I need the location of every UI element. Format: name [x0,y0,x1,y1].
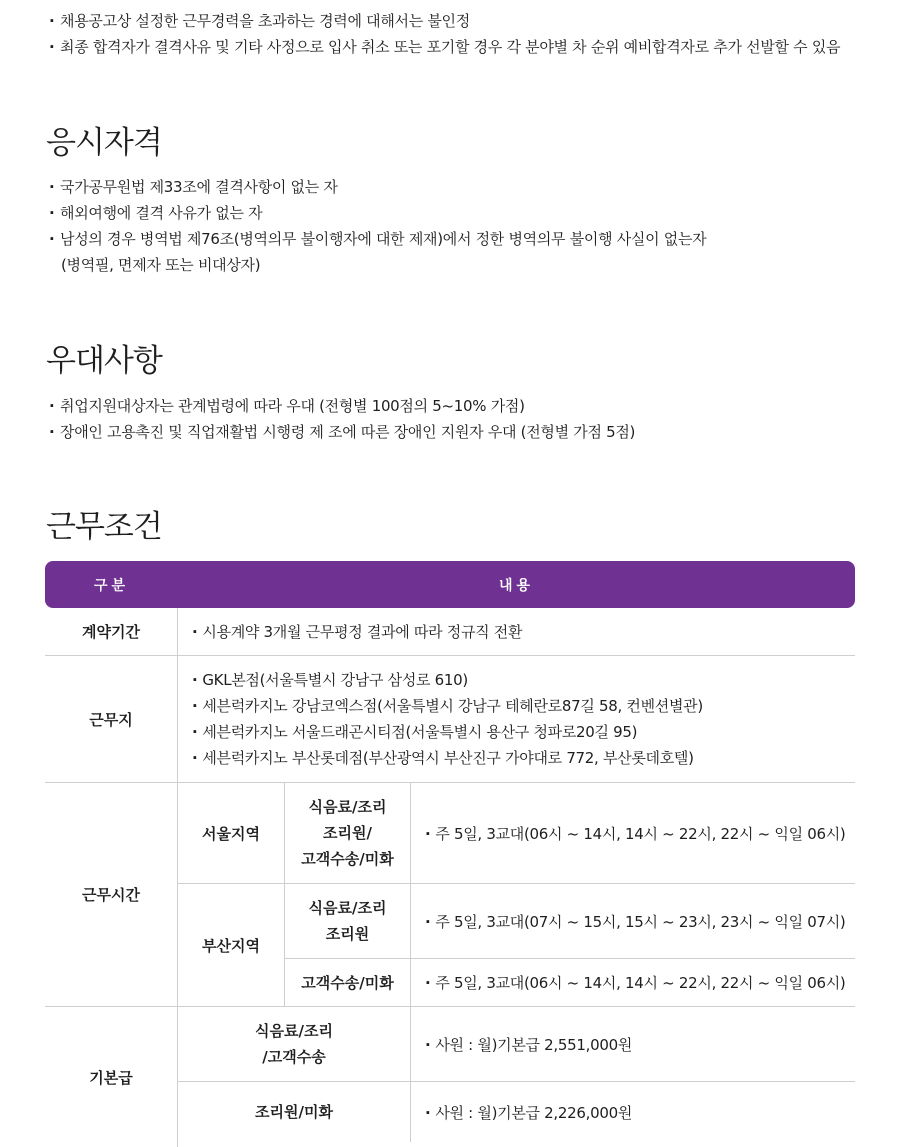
salary-subtable [178,1007,855,1147]
section-title-conditions: 근무조건 [46,509,162,545]
table-row [45,1007,855,1147]
region-busan: 부산지역 [178,884,285,1006]
conditions-table [45,561,855,1147]
salary-desc-1 [411,1007,855,1081]
salary-desc-2 [411,1082,855,1142]
workplace-item: · GKL본점(서울특별시 강남구 삼성로 610) [192,667,855,693]
desc-busan-1 [411,884,855,958]
row-label-salary: 기본급 [45,1007,178,1147]
list-item: · 채용공고상 설정한 근무경력을 초과하는 경력에 대해서는 불인정 [46,8,856,34]
list-item: · 취업지원대상자는 관계법령에 따라 우대 (전형별 100점의 5~10% 가점) [46,393,856,419]
eligibility-list [46,174,856,252]
table-row [45,656,855,783]
salary-text: · 사원 : 월)기본급 2,551,000원 [425,1034,632,1055]
row-label-workplace: 근무지 [45,656,178,782]
job-busan-2 [285,959,411,1006]
job-line: 고객수송/미화 [301,973,394,992]
top-notes-list [46,8,856,60]
job-line: 식음료/조리 [308,899,387,917]
salary-row-2 [178,1082,855,1142]
job-line: 조리원/ [323,824,372,842]
job-line: 식음료/조리 [308,798,387,816]
workplace-item: · 세븐럭카지노 강남코엑스점(서울특별시 강남구 테헤란로87길 58, 컨벤션별관) [192,693,855,719]
table-header [45,561,855,608]
list-item: · 장애인 고용촉진 및 직업재활법 시행령 제 조에 따른 장애인 지원자 우대 (전형별 가점 5점) [46,419,856,445]
salary-job-1 [178,1007,411,1081]
table-row [45,608,855,656]
hours-subtable [178,783,855,1006]
job-seoul [285,783,411,883]
header-content: 내용 [498,577,535,594]
region-seoul: 서울지역 [178,783,285,883]
hours-text: · 주 5일, 3교대(06시 ~ 14시, 14시 ~ 22시, 22시 ~ 익일 06시) [425,823,845,844]
list-item: · 해외여행에 결격 사유가 없는 자 [46,200,856,226]
desc-busan-2 [411,959,855,1006]
section-title-eligibility: 응시자격 [46,125,162,161]
list-item: · 국가공무원법 제33조에 결격사항이 없는 자 [46,174,856,200]
job-line: /고객수송 [262,1048,326,1066]
hours-text: · 주 5일, 3교대(06시 ~ 14시, 14시 ~ 22시, 22시 ~ 익일 06시) [425,972,845,993]
section-title-preference: 우대사항 [46,343,162,379]
workplace-item: · 세븐럭카지노 서울드래곤시티점(서울특별시 용산구 청파로20길 95) [192,719,855,745]
hours-text: · 주 5일, 3교대(07시 ~ 15시, 15시 ~ 23시, 23시 ~ 익일 07시) [425,911,845,932]
desc-seoul [411,783,855,883]
job-line: 식음료/조리 [255,1022,333,1040]
row-content-workplace [178,656,855,782]
list-item: · 최종 합격자가 결격사유 및 기타 사정으로 입사 취소 또는 포기할 경우 각 분야별 차 순위 예비합격자로 추가 선발할 수 있음 [46,34,856,60]
list-item: · 남성의 경우 병역법 제76조(병역의무 불이행자에 대한 제재)에서 정한 병역의무 불이행 사실이 없는자 [46,226,856,252]
job-line: 조리원/미화 [255,1103,333,1121]
job-line: 고객수송/미화 [301,850,394,868]
preference-list [46,393,856,445]
row-label-contract: 계약기간 [45,608,178,655]
busan-row-2 [285,959,855,1006]
job-busan-1 [285,884,411,958]
salary-text: · 사원 : 월)기본급 2,226,000원 [425,1102,632,1123]
hours-row-busan [178,884,855,1006]
salary-job-2 [178,1082,411,1142]
job-line: 조리원 [325,925,370,943]
salary-row-1 [178,1007,855,1082]
row-label-hours: 근무시간 [45,783,178,1006]
hours-row-seoul [178,783,855,884]
busan-rows [285,884,855,1006]
row-content-contract [178,608,855,655]
table-row [45,783,855,1007]
header-category: 구분 [93,577,130,594]
list-item-continuation: (병역필, 면제자 또는 비대상자) [61,256,261,274]
workplace-item: · 세븐럭카지노 부산롯데점(부산광역시 부산진구 가야대로 772, 부산롯데호텔) [192,745,855,771]
contract-text: · 시용계약 3개월 근무평정 결과에 따라 정규직 전환 [192,619,855,645]
busan-row-1 [285,884,855,959]
